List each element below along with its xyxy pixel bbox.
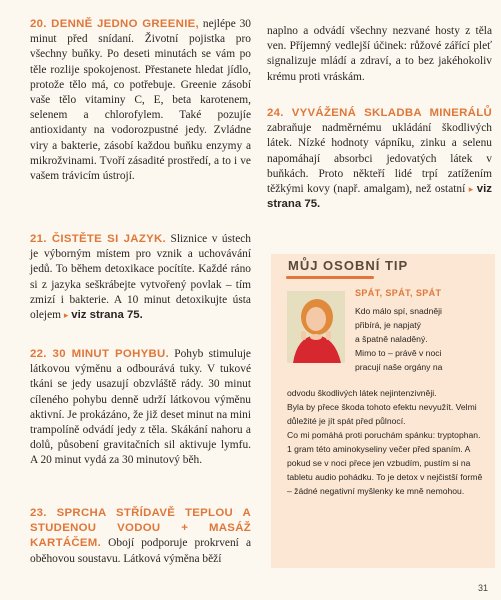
tip-body [287,386,487,498]
section-22 [30,347,251,469]
section-24-text: zabraňuje nadměrnému ukládání škodlivých látek. Nízké hodnoty vápníku, zinku a selenu napomáhají absorbci jedovatých látek v buňkách. Proto někteří lidé trpí zatížením těžkými kovy (např. amalgam), než ostatní [267,122,492,196]
tip-heading: SPÁT, SPÁT, SPÁT [355,288,442,298]
section-23 [30,506,251,567]
author-portrait-icon [287,291,345,363]
tip-line-1: Kdo málo spí, snadněji [355,306,442,316]
section-22-text: Pohyb stimuluje látkovou výměnu a odbourává tuky. V tukové tkáni se jedy usazují obzvláště rády. 30 minut cíleného pohybu denně udrží látkovou výměnu aktivní. Je prokázáno, že již deset minut na mini trampolíně odvádí jedy z těla. Skákání nahoru a dolů, působení gravitačních sil aktivuje lymfu. A 20 minut vydá za 30 minutový běh. [30,348,251,467]
section-21-heading: 21. ČISTĚTE SI JAZYK. [30,233,166,245]
section-24-heading: 24. VYVÁŽENÁ SKLADBA MINERÁLŮ [267,107,492,119]
section-23-text: Obojí podporuje prokrvení a oběhovou soustavu. Látková výměna běží [30,537,251,565]
section-20 [30,17,251,184]
author-photo [287,291,345,363]
section-21 [30,232,251,323]
tip-line-4: Mimo to – právě v noci [355,348,442,358]
section-24 [267,106,492,212]
tip-title: MŮJ OSOBNÍ TIP [288,258,409,273]
tip-title-underline [286,276,374,279]
arrow-icon: ▸ [468,184,474,195]
tip-paragraph-1: odvodu škodlivých látek nejintenzivněji. [287,388,437,398]
section-20-heading: 20. DENNĚ JEDNO GREENIE, [30,18,200,30]
page-number: 31 [478,583,489,593]
tip-paragraph-3: Co mi pomáhá proti poruchám spánku: tryptophan. 1 gram této aminokyseliny večer před spaním. A pokud se v noci přece jen vzbudím, pustím si na tabletu audio pohádku. To je detox v nejčistší formě – žádné negativní myšlenky ke mně nemohou. [287,430,483,496]
section-23-continued [267,24,492,85]
section-21-text: Sliznice v ústech je výborným místem pro vznik a uchovávání jedů. To během detoxikace pocítíte. Každé ráno si z jazyka seškrábejte vytvořený povlak – tím zmizí i bakterie. A 10 minut detoxikujte ústa olejem [30,233,251,322]
section-20-text: nejlépe 30 minut před snídaní. Životní pojistka pro všechny buňky. Po deseti minutách se vám po těle rozlije spokojenost. Přestanete hledat jídlo, protože tělo má, co potřebuje. Greenie zásobí vaše tělo vitaminy C, E, beta karotenem, selenem a chlorofylem. Také pozujíe antioxidanty na vodorozpustné jedy. Zvládne viry a bakterie, zásobí každou buňku enzymy a mikrožvinami. Tvoří zásadité prostředí, a to i ve vašem trávicím ústrojí. [30,18,251,183]
section-23-continuation: naplno a odvádí všechny nezvané hosty z těla ven. Příjemný vedlejší účinek: růžové zářící pleť signalizuje mládí a zdraví, a to bez jakéhokoliv krému proti vráskám. [267,25,492,83]
arrow-icon: ▸ [63,310,69,321]
tip-paragraph-2: Byla by přece škoda tohoto efektu nevyužít. Velmi důležité je jít spát před půlnocí. [287,402,477,426]
section-23-heading: 23. SPRCHA STŘÍDAVĚ TEPLOU A STUDENOU VODOU + MASÁŽ KARTÁČEM. [30,507,251,550]
tip-line-3: a špatně naladěný. [355,334,428,344]
tip-line-2: přibírá, je napjatý [355,320,421,330]
tip-line-5: pracují naše orgány na [355,362,443,372]
section-21-link[interactable]: viz strana 75. [71,309,143,322]
section-22-heading: 22. 30 MINUT POHYBU. [30,348,170,360]
section-24-link[interactable]: viz strana 75. [267,183,492,211]
tip-intro [355,288,490,374]
